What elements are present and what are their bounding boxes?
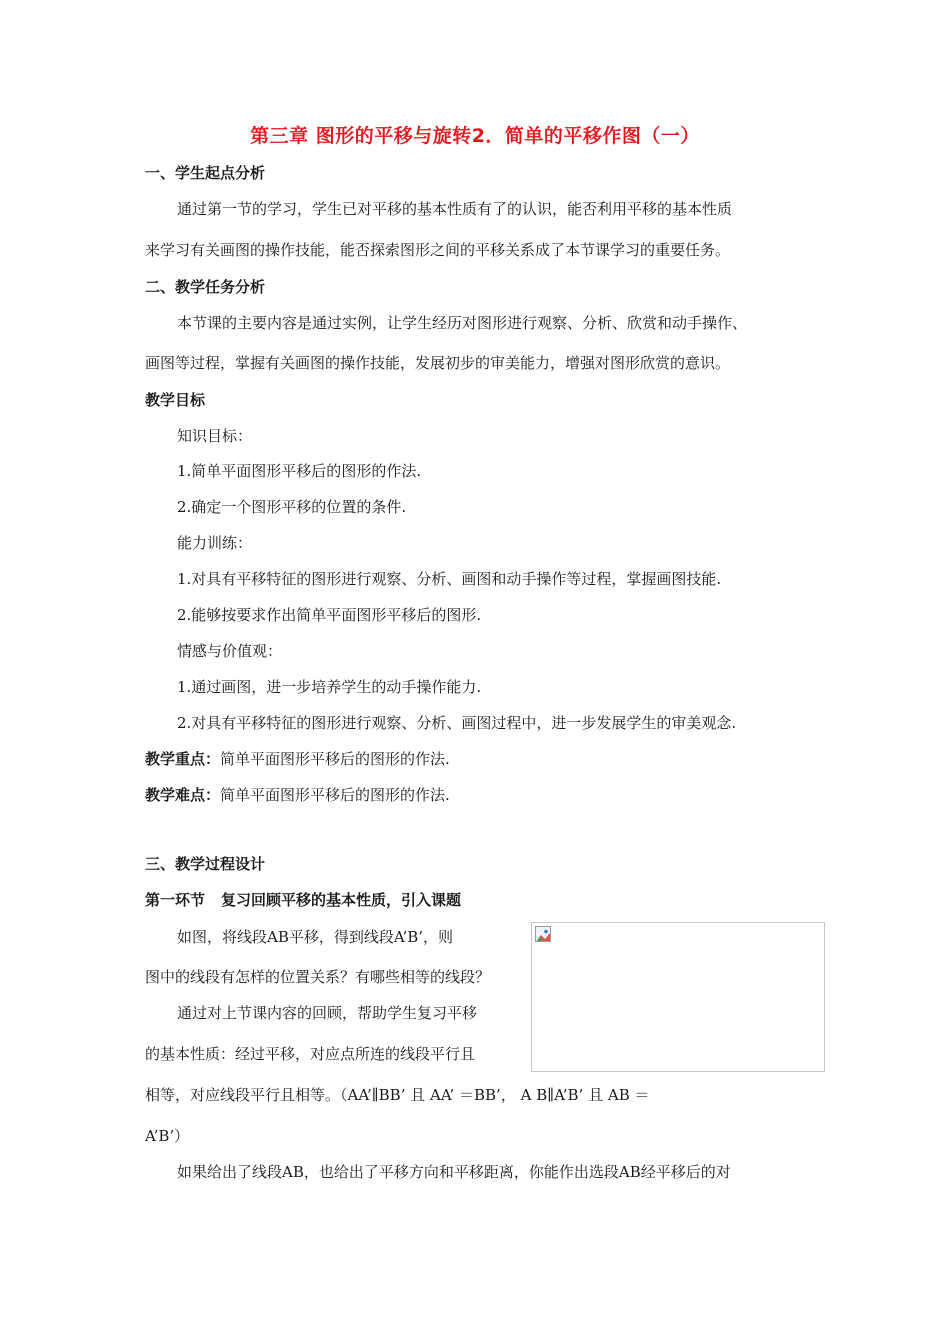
paragraph-line: 如果给出了线段AB，也给出了平移方向和平移距离，你能作出选段AB经平移后的对 <box>177 1163 731 1181</box>
paragraph-line: 画图等过程，掌握有关画图的操作技能，发展初步的审美能力，增强对图形欣赏的意识。 <box>145 354 731 372</box>
goal-item: 1.对具有平移特征的图形进行观察、分析、画图和动手操作等过程，掌握画图技能. <box>177 570 722 588</box>
section-heading-student-analysis: 一、学生起点分析 <box>145 164 266 182</box>
section-heading-goals: 教学目标 <box>145 391 206 409</box>
step-title: 复习回顾平移的基本性质，引入课题 <box>221 891 462 909</box>
difficulty-text: 简单平面图形平移后的图形的作法. <box>220 786 450 804</box>
section-heading-process: 三、教学过程设计 <box>145 855 266 873</box>
paragraph-line: 的基本性质：经过平移，对应点所连的线段平行且 <box>145 1045 476 1063</box>
goal-label-knowledge: 知识目标： <box>177 427 253 445</box>
paragraph-line: 通过对上节课内容的回顾，帮助学生复习平移 <box>177 1004 478 1022</box>
difficulty-point <box>145 785 450 805</box>
difficulty-label: 教学难点： <box>145 786 221 804</box>
document-title: 第三章 图形的平移与旋转2．简单的平移作图（一） <box>250 125 700 147</box>
key-point-label: 教学重点： <box>145 750 221 768</box>
paragraph-line: A’B’） <box>145 1127 190 1145</box>
figure-placeholder <box>531 922 825 1072</box>
goal-item: 2.能够按要求作出简单平面图形平移后的图形. <box>177 606 482 624</box>
paragraph-line: 相等，对应线段平行且相等。（AA’∥BB’ 且 AA’ ＝BB’， A B∥A’B’ 且 AB ＝ <box>145 1086 650 1104</box>
paragraph-line: 通过第一节的学习，学生已对平移的基本性质有了的认识，能否利用平移的基本性质 <box>177 200 733 218</box>
goal-label-ability: 能力训练： <box>177 534 253 552</box>
goal-item: 2.确定一个图形平移的位置的条件. <box>177 498 407 516</box>
goal-label-emotion: 情感与价值观： <box>177 642 283 660</box>
step-heading <box>145 890 461 910</box>
broken-image-icon <box>535 926 551 942</box>
paragraph-line: 本节课的主要内容是通过实例，让学生经历对图形进行观察、分析、欣赏和动手操作、 <box>177 314 748 332</box>
paragraph-line: 图中的线段有怎样的位置关系？有哪些相等的线段？ <box>145 968 491 986</box>
step-label: 第一环节 <box>145 891 206 909</box>
key-point-text: 简单平面图形平移后的图形的作法. <box>220 750 450 768</box>
paragraph-line: 来学习有关画图的操作技能，能否探索图形之间的平移关系成了本节课学习的重要任务。 <box>145 241 731 259</box>
paragraph-line: 如图，将线段AB平移，得到线段A’B’，则 <box>177 928 454 946</box>
goal-item: 1.通过画图，进一步培养学生的动手操作能力. <box>177 678 482 696</box>
goal-item: 1.简单平面图形平移后的图形的作法. <box>177 462 422 480</box>
section-heading-task-analysis: 二、教学任务分析 <box>145 278 266 296</box>
goal-item: 2.对具有平移特征的图形进行观察、分析、画图过程中，进一步发展学生的审美观念. <box>177 714 737 732</box>
key-point <box>145 749 450 769</box>
